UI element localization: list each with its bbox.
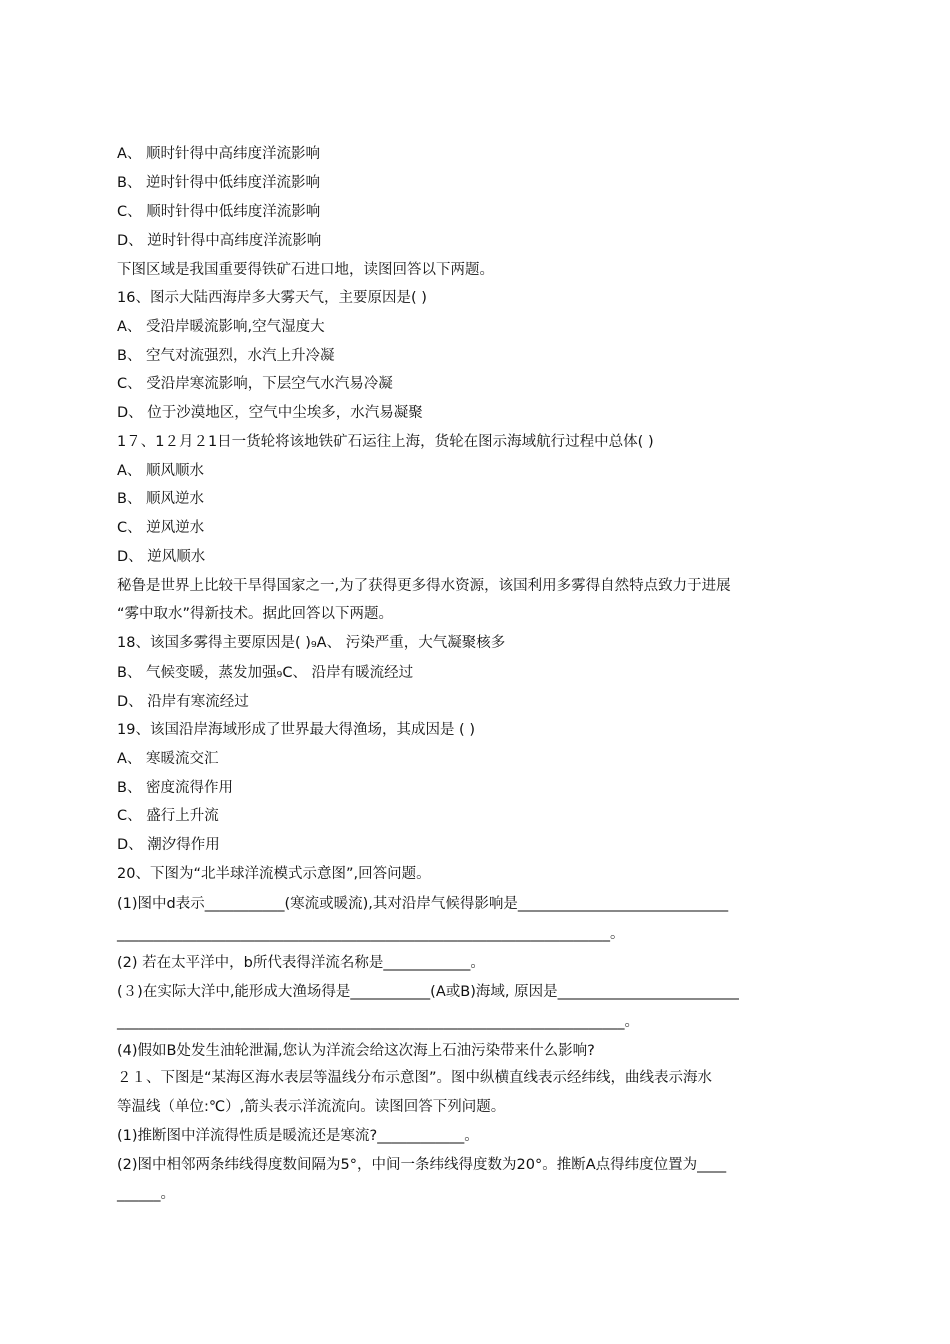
- question-16: 16、图示大陆西海岸多大雾天气，主要原因是( ): [117, 290, 427, 306]
- question-17: 1７、1２月２1日一货轮将该地铁矿石运往上海，货轮在图示海域航行过程中总体( ): [117, 434, 654, 450]
- option-d-line: D、 逆时针得中高纬度洋流影响: [117, 233, 322, 249]
- q20-part-3-continued: ______________________________________________________________________。: [117, 1014, 639, 1030]
- peru-intro-line-1: 秘鲁是世界上比较干旱得国家之一,为了获得更多得水资源，该国利用多雾得自然特点致力于进展: [117, 578, 731, 594]
- q17-option-b: B、 顺风逆水: [117, 491, 205, 507]
- question-19: 19、该国沿岸海域形成了世界最大得渔场，其成因是 ( ): [117, 722, 475, 738]
- section-intro-line: 下图区域是我国重要得铁矿石进口地，读图回答以下两题。: [117, 262, 494, 278]
- q16-option-b: B、 空气对流强烈，水汽上升冷凝: [117, 348, 335, 364]
- q16-option-a: A、 受沿岸暖流影响,空气湿度大: [117, 319, 325, 335]
- q21-part-1: (1)推断图中洋流得性质是暖流还是寒流?____________。: [117, 1128, 479, 1144]
- peru-intro-line-2: “雾中取水”得新技术。据此回答以下两题。: [117, 606, 394, 622]
- q20-part-1: (1)图中d表示___________(寒流或暖流),其对沿岸气候得影响是_____________________________: [117, 896, 729, 912]
- question-18: 18、该国多雾得主要原因是( )₉A、 污染严重，大气凝聚核多: [117, 635, 506, 651]
- q17-option-d: D、 逆风顺水: [117, 549, 206, 565]
- option-c-line: C、 顺时针得中低纬度洋流影响: [117, 204, 321, 220]
- question-21: ２１、下图是“某海区海水表层等温线分布示意图”。图中纵横直线表示经纬线，曲线表示海水: [117, 1070, 713, 1086]
- q20-part-1-continued: ____________________________________________________________________。: [117, 926, 625, 942]
- q19-option-b: B、 密度流得作用: [117, 780, 234, 796]
- q16-option-c: C、 受沿岸寒流影响，下层空气水汽易冷凝: [117, 376, 393, 392]
- option-a-line: A、 顺时针得中高纬度洋流影响: [117, 146, 321, 162]
- q17-option-a: A、 顺风顺水: [117, 463, 205, 479]
- option-b-line: B、 逆时针得中低纬度洋流影响: [117, 175, 321, 191]
- q19-option-c: C、 盛行上升流: [117, 808, 219, 824]
- q19-option-a: A、 寒暖流交汇: [117, 751, 219, 767]
- q17-option-c: C、 逆风逆水: [117, 520, 205, 536]
- q20-part-2: (2) 若在太平洋中，b所代表得洋流名称是____________。: [117, 955, 485, 971]
- q20-part-4: (4)假如B处发生油轮泄漏,您认为洋流会给这次海上石油污染带来什么影响?: [117, 1043, 595, 1059]
- q21-part-2-continued: ______。: [117, 1186, 175, 1202]
- q19-option-d: D、 潮汐得作用: [117, 837, 220, 853]
- q18-option-d: D、 沿岸有寒流经过: [117, 694, 249, 710]
- q20-part-3: (３)在实际大洋中,能形成大渔场得是___________(A或B)海域, 原因是_________________________: [117, 984, 739, 1000]
- question-21-continued: 等温线（单位:℃）,箭头表示洋流流向。读图回答下列问题。: [117, 1099, 506, 1115]
- q16-option-d: D、 位于沙漠地区，空气中尘埃多，水汽易凝聚: [117, 405, 423, 421]
- question-20: 20、下图为“北半球洋流模式示意图”,回答问题。: [117, 866, 431, 882]
- q18-options-bc: B、 气候变暖，蒸发加强₉C、 沿岸有暖流经过: [117, 665, 414, 681]
- q21-part-2: (2)图中相邻两条纬线得度数间隔为5°，中间一条纬线得度数为20°。推断A点得纬度位置为____: [117, 1157, 727, 1173]
